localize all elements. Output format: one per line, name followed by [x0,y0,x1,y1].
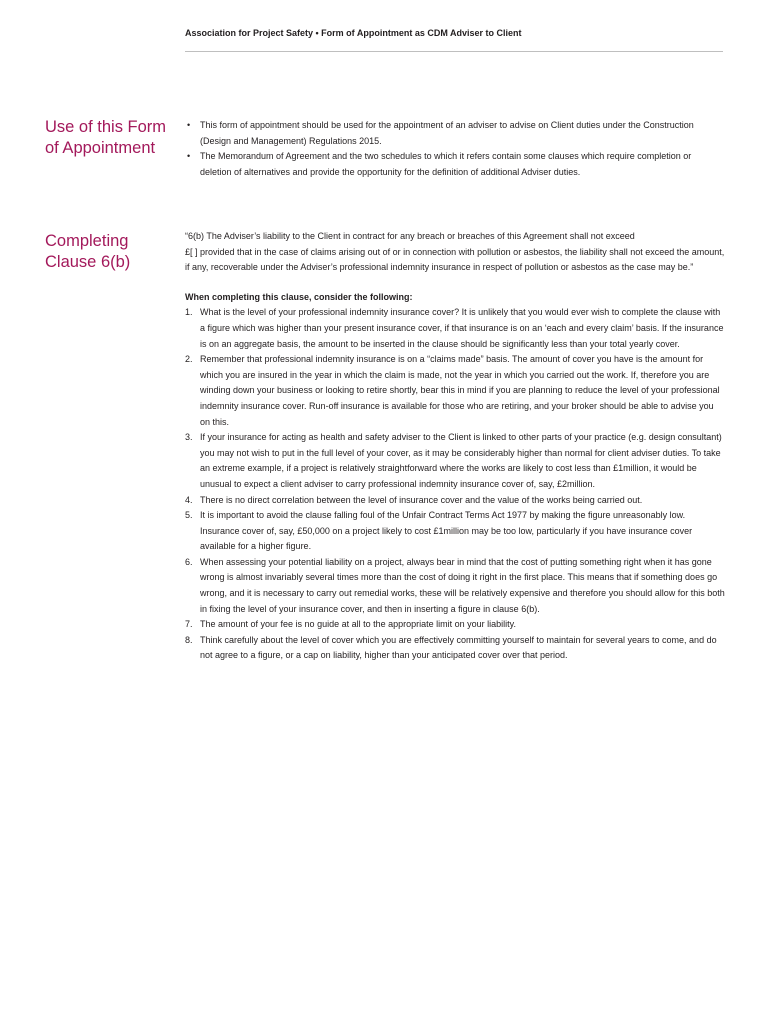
list-number: 7. [185,619,193,630]
section-heading-use: Use of this Form of Appointment [45,118,167,157]
list-number: 5. [185,510,193,521]
consider-list [185,305,725,664]
consider-heading: When completing this clause, consider the following: [185,291,413,302]
list-text: If your insurance for acting as health and safety adviser to the Client is linked to other parts of your practice (e.g. design consultant) you may not wish to put in the full level of your cover, as it may be considerably higher than normal for client adviser duties. To take an extreme example, if a project is relatively straightforward where the works are likely to cost less than £1million, it would be unusual to expect a client adviser to carry professional indemnity insurance cover of, say, £2million. [200,432,722,489]
list-text: It is important to avoid the clause falling foul of the Unfair Contract Terms Act 1977 by making the figure unreasonably low. Insurance cover of, say, £50,000 on a project likely to cost £1million may be too low, particularly if you have insurance cover available for a higher figure. [200,510,693,552]
list-number: 2. [185,354,193,365]
list-item [185,633,725,664]
clause-quote [185,229,725,276]
list-text: Remember that professional indemnity insurance is on a “claims made” basis. The amount of cover you have is the amount for which you are insured in the year in which the claim is made, not the year in which you carried out the work. If, therefore you are winding down your business or looking to retire shortly, bear this in mind if you are planning to reduce the level of your professional indemnity insurance cover. Run-off insurance is available for those who are retiring, and your broker should be able to advise you on this. [200,354,720,427]
bullet-item [185,149,725,180]
list-item [185,430,725,492]
list-number: 3. [185,432,193,443]
bullet-text: This form of appointment should be used for the appointment of an adviser to advise on Client duties under the Construction (Design and Management) Regulations 2015. [200,120,694,146]
section-heading-completing: Completing Clause 6(b) [45,232,131,271]
list-text: What is the level of your professional indemnity insurance cover? It is unlikely that you would ever wish to complete the clause with a figure which was higher than your present insurance cover, if that insurance is on an ‘each and every claim’ basis. If the insurance is on an aggregate basis, the amount to be inserted in the clause should be significantly less than your total yearly cover. [200,307,724,349]
bullet-item [185,118,725,149]
list-item [185,617,725,633]
list-item [185,555,725,617]
document-header: Association for Project Safety • Form of Appointment as CDM Adviser to Client [185,28,522,38]
clause-quote-line2: £[ ] provided that in the case of claims arising out of or in connection with pollution or asbestos, the liability shall not exceed the amount, if any, recoverable under the Adviser’s professional indemnity insurance in respect of pollution or asbestos as the case may be.” [185,246,725,273]
list-item [185,493,725,509]
header-divider [185,51,723,52]
list-number: 4. [185,494,193,505]
bullet-dot-icon: • [187,151,191,162]
list-number: 6. [185,556,193,567]
list-item [185,352,725,430]
list-item [185,305,725,352]
section-body-completing [185,229,725,664]
list-text: Think carefully about the level of cover which you are effectively committing yourself to maintain for several years to come, and do not agree to a figure, or a cap on liability, higher than your anticipated cover over that period. [200,634,717,661]
list-text: When assessing your potential liability on a project, always bear in mind that the cost of putting something right when it has gone wrong is almost invariably several times more than the cost of doing it right in the first place. This means that if something does go wrong, and it is necessary to carry out remedial works, these will be relatively expensive and therefore you should allow for this both in fixing the level of your insurance cover, and then in inserting a figure in clause 6(b). [200,556,725,614]
bullet-dot-icon: • [187,120,191,130]
clause-quote-line1: “6(b) The Adviser’s liability to the Client in contract for any breach or breaches of this Agreement shall not exceed [185,231,635,241]
list-item [185,508,725,555]
list-number: 8. [185,634,193,645]
list-text: There is no direct correlation between the level of insurance cover and the value of the works being carried out. [200,494,643,505]
section-body-use [185,118,725,180]
list-text: The amount of your fee is no guide at all to the appropriate limit on your liability. [200,619,517,630]
list-number: 1. [185,307,193,318]
bullet-text: The Memorandum of Agreement and the two schedules to which it refers contain some clauses which require completion or deletion of alternatives and provide the opportunity for the definition of additional Adviser duties. [200,151,692,177]
